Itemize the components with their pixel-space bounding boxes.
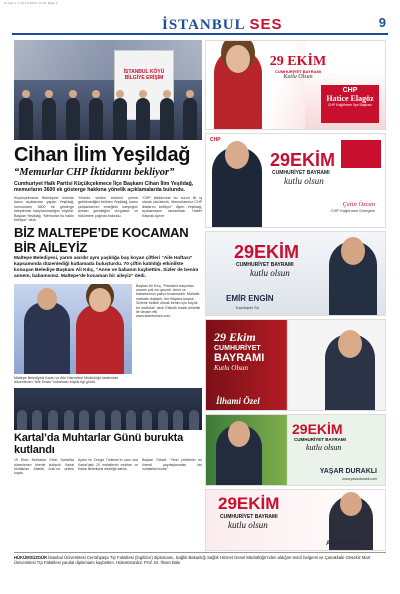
- article1-subhead: “Memurlar CHP İktidarını bekliyor”: [14, 167, 175, 178]
- advertiser-name: AKAN YİĞİT: [326, 541, 361, 547]
- article3-body: [14, 458, 202, 475]
- protest-photo: [14, 40, 202, 140]
- kutlu-text: kutlu olsun: [250, 268, 290, 278]
- bayram-text: CUMHURİYET BAYRAMI: [236, 262, 294, 268]
- article3-headline: [14, 432, 202, 456]
- notice-text: İstanbul Üniversitesi Cerrahpaşa Tıp Fakültesi (İngilizce) diplomamı, Sağlık Bakanlığı Sağlık Hizmet Genel Müdürlüğü’nden aldığım tescil belgemi ve Çanakkale Onsekiz Mart Üniversitesi Tıp Fakültesi yandal diplomamı kaybettim. Hükümsüzdür. Prof. Dr. İhsan Bakı: [14, 555, 371, 566]
- turkish-flag-icon: [341, 140, 381, 168]
- bayram-text: CUMHURİYET BAYRAMI: [220, 514, 278, 520]
- article3-col3: Başkan Yüksel: “Yerel yönetimin en önemli paydaşlarından biri muhtarlarımızdır”: [142, 458, 202, 471]
- kutlu-text: kutlu olsun: [306, 443, 342, 452]
- ad-emir-engin: [205, 231, 386, 316]
- lost-document-notice: [14, 552, 386, 565]
- article1-col2: Yıllardır verilen sözlerin yerine getirilmediğini belirten Yeşildağ, kamu çalışanlarının emeğinin karşılığını alması gerektiğini vurguladı ve hükümete çağrıda bulundu.: [78, 196, 138, 218]
- newspaper-title: [162, 16, 283, 34]
- article3-headline-rest: Muhtarlar Günü burukta kutlandı: [14, 432, 184, 457]
- article2-caption: Maltepe Belediyesi Kadın ve Aile Hizmetleri Müdürlüğü tarafından düzenlenen “Aile Dostu” kutlaması büyük ilgi gördü.: [14, 375, 119, 385]
- advertiser-name: EMİR ENGİN: [226, 294, 274, 303]
- advertiser-company: Kardeşler Su: [236, 305, 260, 310]
- advertiser-role: CHP Kağıthane İlçe Başkanı: [327, 103, 373, 107]
- printer-crop-line: 9l.qxd 1 1 19.10.2021 11:01 Page 1: [4, 1, 58, 5]
- ad-column: [205, 40, 386, 554]
- portrait: [216, 425, 262, 485]
- article3-col2: Aydın ve Cengiz Türkmen’in yanı sıra Kartal’daki 20 mahallenin muhtarı ve Kartal Belediyesi etkinliğe katıldı.: [78, 458, 138, 471]
- portrait: [214, 49, 262, 129]
- masthead: [12, 13, 388, 35]
- name-box: [321, 85, 379, 123]
- ad-ilhami-ozel: [205, 319, 386, 411]
- article1-headline: Cihan İlim Yeşildağ: [14, 144, 191, 166]
- article1-lead: Cumhuriyet Halk Partisi Küçükçekmece İlçe Başkanı Cihan İlim Yeşildağ, memurların 3600 ek gösterge hakkına yönelik açıklamalarda bulundu.: [14, 181, 194, 193]
- kutlu-text: kutlu olsun: [228, 520, 268, 530]
- advertiser-name: Hatice Elagöz: [326, 94, 374, 103]
- article1-col1: Küçükçekmece Belediyesi önünde basın açıklaması yapan Yeşildağ, memurların 3600 ek gösterge taleplerinin karşılanmadığını söyledi. Başkan Yeşildağ, “Memurlar bu hakkı bekliyor” dedi.: [14, 196, 74, 223]
- article2-body: [14, 284, 202, 385]
- advertiser-name: İlhami Özel: [216, 396, 260, 406]
- title-ses: SES: [249, 16, 283, 33]
- page-number: 9: [378, 15, 386, 30]
- article3-headline-place: Kartal’da: [14, 432, 60, 445]
- title-istanbul: İSTANBUL: [162, 17, 245, 33]
- signature: Çetin Özcan CHP Kağıthane Delegesi: [330, 201, 375, 213]
- couple-photo: [14, 284, 132, 374]
- ekim-title: 29EKİM: [218, 494, 280, 513]
- portrait: [212, 147, 262, 227]
- protest-banner: İSTANBUL KÖYÜ BİLGİYE ERİŞİM: [114, 50, 174, 120]
- chp-logo: CHP: [210, 137, 221, 143]
- bayram-text: CUMHURİYET BAYRAMI: [272, 170, 330, 176]
- article2-headline: BİZ MALTEPE’DE KOCAMAN BİR AİLEYİZ: [14, 225, 189, 256]
- ekim-title: 29EKİM: [234, 242, 300, 262]
- article2-lead: Maltepe Belediyesi, yarım asırdır aynı yaşlılığa baş koyan çiftleri “Aile Haftası” kapsamında düzenlediği kutlamada buluşturdu. 70 çiftin katıldığı etkinlikte konuşan Belediye Başkanı Ali Kılıç, “Anne ve babanın kaybettim. Sizler de benim annem, babamsınız. Maltepe’de kocaman bir aileyiz” dedi.: [14, 256, 199, 279]
- ekim-title: 29EKİM: [270, 150, 336, 170]
- left-news-column: [14, 40, 202, 475]
- ekim-tile: 29 Ekim CUMHURİYET BAYRAMI Kutlu Olsun: [214, 330, 265, 372]
- group-row: [14, 404, 202, 430]
- article1-col3: “CHP iktidarında bu sorun ilk iş olarak çözülecek. Memurlarımız CHP iktidarını bekliyor” diyen Yeşildağ, açıklamasını tamamladı. Haber Kaynak Ayrım: [142, 196, 202, 218]
- mayor-figure: [24, 302, 70, 374]
- article3-col1: 19 Ekim Muhtarlar Günü Kartal’da düzenlenen törenle kutlandı. Kartal Muhtarları Atatürk Anıtı’na çelenk koydu.: [14, 458, 74, 476]
- ekim-title: 29EKİM: [292, 421, 343, 437]
- article2-source: www.istanbulses.com: [136, 314, 171, 319]
- chp-logo-text: CHP: [342, 87, 358, 94]
- kutlu-text: kutlu olsun: [284, 176, 324, 186]
- advertiser-name: YAŞAR DURAKLI: [319, 468, 377, 475]
- bayram-text: CUMHURİYET BAYRAMI: [294, 437, 346, 442]
- ekim-badge: 29 EKİM CUMHURİYET BAYRAMI Kutlu Olsun: [269, 54, 327, 80]
- article2-side-text: Başkan Ali Kılıç, “Pandemi başından zaman çok zor geçirdi. Anne ve babalarımızı yalnız bırakmadık. Mahalle mahalle dolaştık, her ihtiyaca koştuk. Sizlerle birlikte olmak benim için büyük bir mutluluk” dedi. Etkinlik müzik dinletisi ile devam etti.: [136, 283, 201, 315]
- crowd: [14, 85, 202, 140]
- portrait: [329, 241, 377, 315]
- ad-akan-yigit: [205, 489, 386, 551]
- ad-yasar-durakli: [205, 414, 386, 486]
- ad-cetin-ozcan: [205, 133, 386, 228]
- notice-label: HÜKÜMSÜZDÜR: [14, 555, 48, 560]
- advertiser-website: www.yasardurakli.com: [342, 477, 377, 481]
- portrait: [325, 334, 375, 410]
- ad-hatice-elagoz: [205, 40, 386, 130]
- woman-figure: [76, 304, 124, 374]
- muhtarlar-group-photo: [14, 388, 202, 430]
- article1-body: [14, 196, 202, 222]
